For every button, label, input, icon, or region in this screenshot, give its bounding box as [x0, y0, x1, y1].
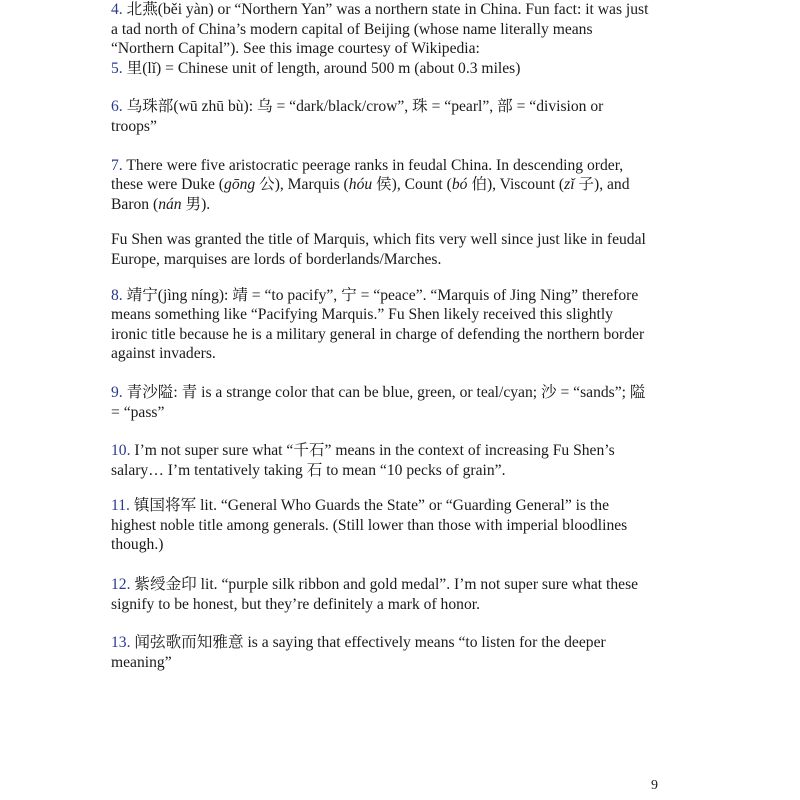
footnotes-page [111, 0, 651, 672]
footnote-7-continued [111, 230, 651, 269]
footnote-text: 伯), Viscount ( [467, 176, 565, 194]
footnote-text: 镇国将军 lit. “General Who Guards the State” or “Guarding General” is the highest noble title among generals. (Still lower than those with imperial bloodlines though.) [111, 497, 628, 554]
footnote-number: 5. [111, 59, 123, 77]
footnote-text: 男). [181, 195, 211, 213]
footnote-number: 7. [111, 156, 123, 174]
pinyin-hou: hóu [348, 176, 373, 194]
footnote-13 [111, 633, 651, 672]
footnote-10 [111, 441, 651, 480]
footnote-5 [111, 59, 651, 79]
footnote-8 [111, 286, 651, 364]
footnote-number: 4. [111, 1, 123, 18]
footnote-11 [111, 496, 651, 555]
footnote-text: 靖宁(jìng níng): 靖 = “to pacify”, 宁 = “peace”. “Marquis of Jing Ning” therefore means something like “Pacifying Marquis.” Fu Shen likely received this slightly ironic title because he is a military general in charge of defending the northern border against invaders. [111, 286, 645, 363]
footnote-7 [111, 156, 651, 215]
page-number: 9 [651, 778, 658, 793]
footnote-number: 9. [111, 383, 123, 401]
footnote-text: 闻弦歌而知雅意 is a saying that effectively means “to listen for the deeper meaning” [111, 634, 606, 671]
footnote-number: 11. [111, 497, 130, 515]
pinyin-nan: nán [158, 195, 182, 213]
footnote-text: 里(lǐ) = Chinese unit of length, around 500 m (about 0.3 miles) [122, 59, 521, 77]
footnote-text: 公), Marquis ( [255, 176, 349, 194]
footnote-text: There were five aristocratic peerage ranks in feudal China. In descending order, these were Duke ( [111, 156, 624, 194]
pinyin-bo: bó [451, 176, 468, 194]
footnote-4 [111, 0, 651, 59]
footnote-9 [111, 383, 651, 422]
footnote-text: I’m not super sure what “千石” means in the context of increasing Fu Shen’s salary… I’m tentatively taking 石 to mean “10 pecks of grain”. [111, 442, 615, 479]
footnote-text: Fu Shen was granted the title of Marquis, which fits very well since just like in feudal Europe, marquises are lords of borderlands/Marches. [111, 231, 646, 268]
footnote-number: 8. [111, 286, 123, 304]
footnote-text: 子), and Baron ( [111, 176, 630, 213]
footnote-number: 12. [111, 576, 131, 594]
footnote-6 [111, 97, 651, 136]
footnote-12 [111, 575, 651, 614]
footnote-text: 乌珠部(wū zhū bù): 乌 = “dark/black/crow”, 珠 = “pearl”, 部 = “division or troops” [111, 98, 604, 135]
footnote-text: 侯), Count ( [372, 176, 452, 194]
footnote-number: 13. [111, 634, 131, 652]
pinyin-zi: zǐ [564, 176, 575, 194]
footnote-number: 6. [111, 98, 123, 116]
footnote-text: 北燕(běi yàn) or “Northern Yan” was a northern state in China. Fun fact: it was just a tad north of China’s modern capital of Beijing (whose name literally means “Northern Capital”). See this image courtesy of Wikipedia: [111, 1, 649, 58]
footnote-text: 紫绶金印 lit. “purple silk ribbon and gold medal”. I’m not super sure what these signify to be honest, but they’re definitely a mark of honor. [111, 576, 639, 613]
pinyin-gong: gōng [224, 176, 256, 194]
footnote-text: 青沙隘: 青 is a strange color that can be blue, green, or teal/cyan; 沙 = “sands”; 隘 = “pass” [111, 383, 646, 421]
footnote-number: 10. [111, 442, 131, 460]
